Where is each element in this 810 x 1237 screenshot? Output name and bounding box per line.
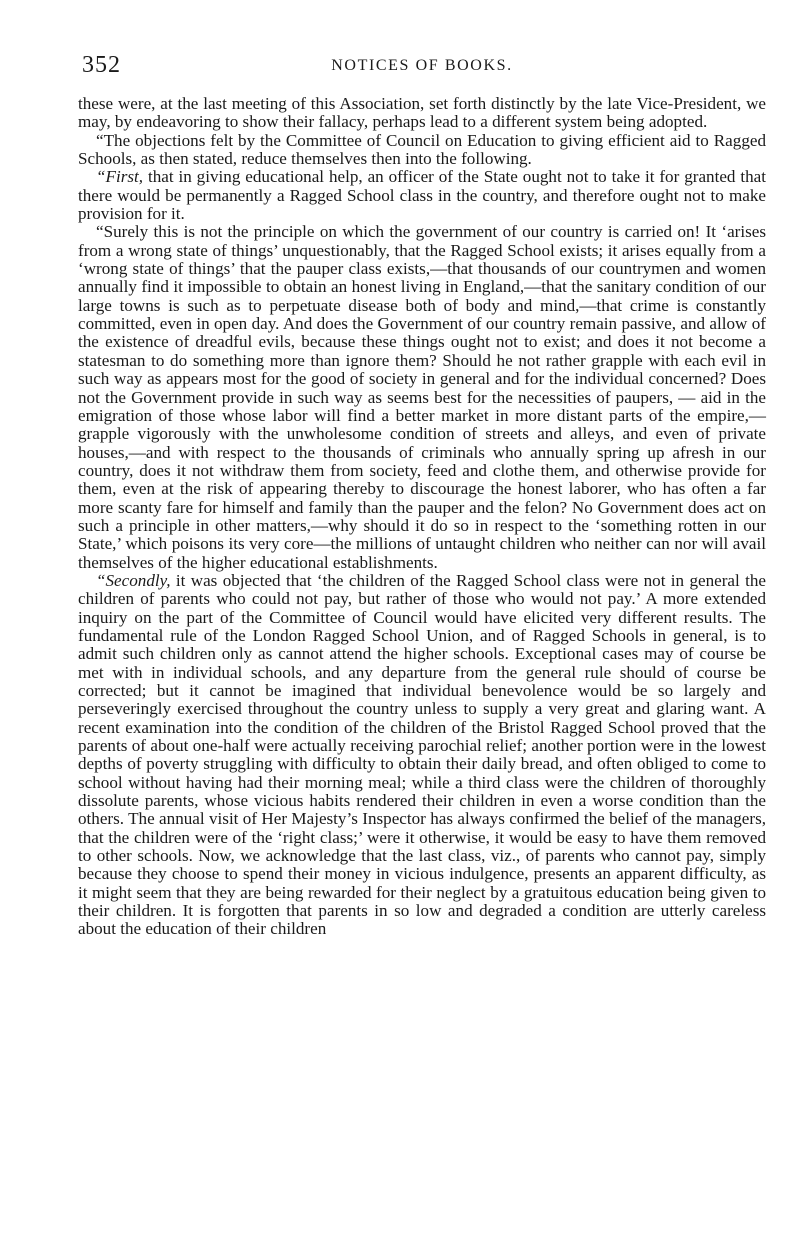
paragraph-2-text: “The objections felt by the Committee of Council on Education to giving efficient aid to Ragged Schools, as then stated, reduce themselves then into the following. [78, 130, 766, 169]
paragraph-4-text: “Surely this is not the principle on which the government of our country is carried on! It ‘arises from a wrong state of things’ unquestionably, that the Ragged School exists; it arises equally from a ‘wrong state of things’ that the pauper class exists,—that thousands of our countrymen and women annually find it impossible to obtain an honest living in England,—that the sanitary condition of our large towns is such as to perpetuate disease both of body and mind,—that crime is constantly committed, even in open day. And does the Government of our country remain passive, and allow of the existence of dreadful evils, because these things ought not to exist; and does it not become a statesman to do something more than ignore them? Should he not rather grapple with each evil in such way as appears most for the good of society in general and for the individual concerned? Does not the Government provide in such way as seems best for the necessities of paupers, — aid in the emigration of those whose labor will find a better market in more distant parts of the empire,—grapple vigorously with the unwholesome condition of streets and alleys, and even of private houses,—and with respect to the thousands of criminals who annually spring up afresh in our country, does it not withdraw them from society, feed and clothe them, and otherwise provide for them, even at the risk of appearing thereby to discourage the honest laborer, who has often a far more scanty fare for himself and family than the pauper and the felon? No Government does act on such a principle in other matters,—why should it do so in respect to the ‘something rotten in our State,’ which poisons its very core—the millions of untaught children who neither can nor will avail themselves of the higher educational establishments. [78, 222, 766, 572]
paragraph-1-text: these were, at the last meeting of this Association, set forth distinctly by the late Vice-President, we may, by endeavoring to show their fallacy, perhaps lead to a different system being adopted. [78, 94, 766, 132]
page-number: 352 [82, 52, 121, 78]
paragraph-4 [78, 223, 766, 572]
paragraph-2 [78, 132, 766, 169]
page-header [78, 52, 766, 86]
paragraph-3-lead: “First, [96, 167, 144, 187]
paragraph-3-text: that in giving educational help, an officer of the State ought not to take it for granted that there would be permanently a Ragged School class in the country, and therefore ought not to make provision for it. [78, 167, 766, 224]
running-title: NOTICES OF BOOKS. [331, 57, 513, 74]
paragraph-3 [78, 168, 766, 223]
body-text [78, 95, 766, 939]
paragraph-5-lead: “Secondly, [96, 570, 171, 590]
paragraph-5-text: it was objected that ‘the children of the Ragged School class were not in general the children of parents who could not pay, but rather of those who would not pay.’ A more extended inquiry on the part of the Committee of Council would have elicited very different results. The fundamental rule of the London Ragged School Union, and of Ragged Schools in general, is to admit such children only as cannot attend the higher schools. Exceptional cases may of course be met with in individual schools, and any departure from the general rule should of course be corrected; but it cannot be imagined that individual benevolence would be so largely and perseveringly exercised throughout the country unless to supply a very great and glaring want. A recent examination into the condition of the children of the Bristol Ragged School proved that the parents of about one-half were actually receiving parochial relief; another portion were in the lowest depths of poverty struggling with difficulty to obtain their daily bread, and often obliged to come to school without having had their morning meal; while a third class were the children of thoroughly dissolute parents, whose vicious habits rendered their children in even a worse condition than the others. The annual visit of Her Majesty’s Inspector has always confirmed the belief of the managers, that the children were of the ‘right class;’ were it otherwise, it would be easy to have them removed to other schools. Now, we acknowledge that the last class, viz., of parents who cannot pay, simply because they choose to spend their money in vicious indulgence, presents an apparent difficulty, as it might seem that they are being rewarded for their neglect by a gratuitous education being given to their children. It is forgotten that parents in so low and degraded a condition are utterly careless about the education of their children [78, 570, 766, 939]
paragraph-1 [78, 95, 766, 132]
book-page [78, 52, 766, 1227]
paragraph-5 [78, 572, 766, 939]
